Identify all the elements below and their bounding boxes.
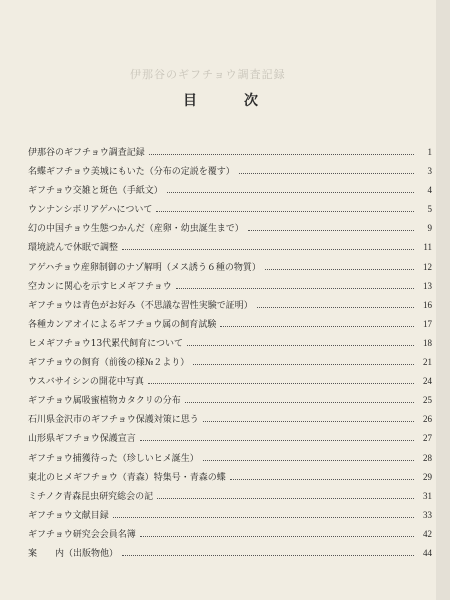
toc-entry bbox=[28, 412, 432, 431]
toc-entry-title: 石川県金沢市のギフチョウ保護対策に思う bbox=[28, 415, 199, 426]
dot-leader bbox=[203, 454, 414, 461]
dot-leader bbox=[265, 263, 414, 270]
toc-entry bbox=[28, 508, 432, 527]
dot-leader bbox=[140, 434, 414, 441]
toc-entry bbox=[28, 164, 432, 183]
toc-entry-title: 各種カンアオイによるギフチョウ属の飼育試験 bbox=[28, 319, 217, 330]
toc-entry-page-number: 26 bbox=[423, 414, 432, 425]
dot-leader bbox=[167, 186, 414, 193]
dot-leader bbox=[257, 301, 414, 308]
toc-entry-page-number: 13 bbox=[423, 280, 432, 291]
dot-leader bbox=[239, 167, 414, 174]
toc-entry bbox=[28, 202, 432, 221]
bleed-through-text: 伊那谷のギフチョウ調査記録 bbox=[130, 68, 286, 81]
toc-entry-page-number: 44 bbox=[423, 547, 432, 558]
toc-entry-title: 東北のヒメギフチョウ（青森）特集号・青森の蝶 bbox=[28, 472, 226, 483]
toc-entry-page-number: 29 bbox=[423, 471, 432, 482]
toc-entry bbox=[28, 546, 432, 565]
toc-entry bbox=[28, 240, 432, 259]
dot-leader bbox=[122, 243, 414, 250]
toc-entry-page-number: 12 bbox=[423, 261, 432, 272]
toc-entry-title: ウスバサイシンの開花中写真 bbox=[28, 377, 144, 388]
toc-entry-title: 環境読んで休眠で調整 bbox=[28, 243, 119, 254]
dot-leader bbox=[176, 282, 414, 289]
toc-entry bbox=[28, 221, 432, 240]
dot-leader bbox=[148, 377, 414, 384]
toc-entry bbox=[28, 374, 432, 393]
dot-leader bbox=[113, 511, 414, 518]
toc-entry bbox=[28, 145, 432, 164]
toc-entry bbox=[28, 431, 432, 450]
toc-entry-page-number: 27 bbox=[423, 433, 432, 444]
toc-entry-title: ギフチョウ捕獲待った（珍しいヒメ誕生） bbox=[28, 453, 199, 464]
toc-entry-title: 伊那谷のギフチョウ調査記録 bbox=[28, 148, 145, 158]
toc-entry bbox=[28, 393, 432, 412]
toc-entry-page-number: 3 bbox=[427, 166, 432, 177]
toc-entry-page-number: 21 bbox=[423, 357, 432, 368]
toc-entry bbox=[28, 298, 432, 317]
dot-leader bbox=[203, 415, 414, 422]
toc-entry bbox=[28, 470, 432, 489]
toc-entry-page-number: 33 bbox=[423, 509, 432, 520]
toc-entry-title: ギフチョウ文献目録 bbox=[28, 510, 109, 521]
toc-entry bbox=[28, 317, 432, 336]
toc-entry-page-number: 25 bbox=[423, 395, 432, 406]
toc-entry-page-number: 1 bbox=[427, 147, 432, 157]
toc-entry-title: ミチノク青森昆虫研究総会の記 bbox=[28, 491, 154, 502]
toc-entry bbox=[28, 183, 432, 202]
toc-entry bbox=[28, 527, 432, 546]
toc-entry bbox=[28, 260, 432, 279]
toc-entry-title: ウンナンシボリアゲハについて bbox=[28, 205, 153, 216]
toc-entry-page-number: 24 bbox=[423, 376, 432, 387]
toc-entry-title: ギフチョウ属吸蜜植物カタクリの分布 bbox=[28, 396, 181, 407]
page-title bbox=[0, 90, 450, 110]
toc-entry-title: 名蝶ギフチョウ美城にもいた（分布の定説を覆す） bbox=[28, 167, 235, 178]
dot-leader bbox=[230, 473, 414, 480]
toc-entry-page-number: 18 bbox=[423, 337, 432, 348]
toc-entry-title: ヒメギフチョウ13代累代飼育について bbox=[28, 338, 184, 349]
toc-entry-page-number: 11 bbox=[423, 242, 432, 253]
toc-entry-title: アゲハチョウ産卵制御のナゾ解明（メス誘う６種の物質） bbox=[28, 262, 261, 273]
toc-entry-page-number: 4 bbox=[427, 185, 432, 196]
title-char-1: 目 bbox=[183, 93, 197, 109]
toc-entry-page-number: 31 bbox=[423, 490, 432, 501]
dot-leader bbox=[248, 224, 414, 231]
dot-leader bbox=[156, 205, 414, 212]
title-char-2: 次 bbox=[244, 93, 258, 109]
toc-entry bbox=[28, 451, 432, 470]
dot-leader bbox=[140, 530, 414, 537]
toc-entry-title: 幻の中国チョウ生態つかんだ（産卵・幼虫誕生まで） bbox=[28, 224, 244, 235]
toc-entry-page-number: 5 bbox=[427, 204, 432, 215]
toc-entry-title: ギフチョウ研究会会員名簿 bbox=[28, 529, 136, 540]
toc-entry bbox=[28, 489, 432, 508]
dot-leader bbox=[193, 358, 414, 365]
toc-entry-page-number: 17 bbox=[423, 318, 432, 329]
dot-leader bbox=[185, 396, 414, 403]
toc-entry-page-number: 16 bbox=[423, 299, 432, 310]
dot-leader bbox=[220, 320, 414, 327]
table-of-contents bbox=[28, 145, 432, 565]
toc-entry bbox=[28, 355, 432, 374]
toc-entry-title: 山形県ギフチョウ保護宣言 bbox=[28, 434, 136, 445]
toc-entry-title: 案 内（出版物他） bbox=[28, 548, 119, 559]
dot-leader bbox=[187, 339, 414, 346]
toc-entry-title: ギフチョウは青色がお好み（不思議な習性実験で証明） bbox=[28, 300, 253, 311]
toc-entry-title: 空カンに関心を示すヒメギフチョウ bbox=[28, 281, 172, 292]
toc-entry-title: ギフチョウの飼育（前後の様№２より） bbox=[28, 358, 190, 369]
dot-leader bbox=[149, 148, 414, 155]
toc-entry-page-number: 42 bbox=[423, 528, 432, 539]
toc-entry bbox=[28, 336, 432, 355]
toc-entry-page-number: 9 bbox=[427, 223, 432, 234]
toc-entry-page-number: 28 bbox=[423, 452, 432, 463]
dot-leader bbox=[122, 549, 414, 556]
dot-leader bbox=[157, 492, 414, 499]
toc-entry bbox=[28, 279, 432, 298]
toc-entry-title: ギフチョウ交雑と斑色（手紙文） bbox=[28, 186, 163, 197]
